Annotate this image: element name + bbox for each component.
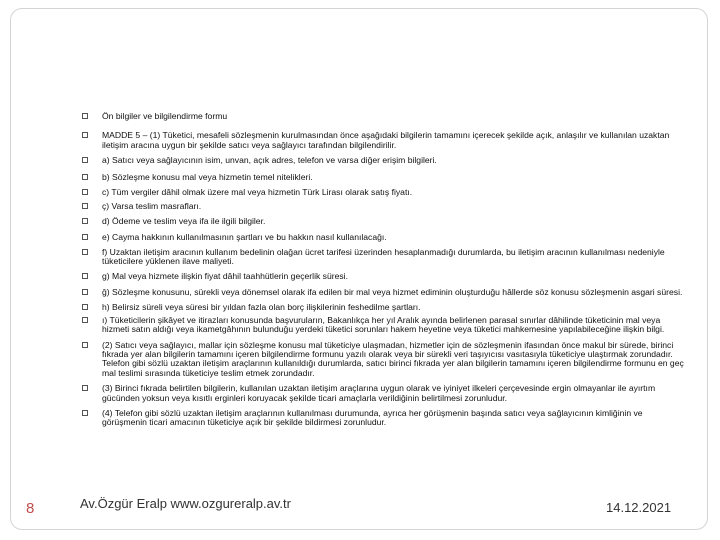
checkbox-bullet-icon bbox=[82, 157, 88, 163]
checkbox-bullet-icon bbox=[82, 189, 88, 195]
checkbox-bullet-icon bbox=[82, 410, 88, 416]
list-item bbox=[82, 188, 687, 197]
list-item bbox=[82, 384, 687, 403]
list-item-text: (4) Telefon gibi sözlü uzaktan iletişim araçlarının kullanılması durumunda, ayrıca her görüşmenin başında satıcı veya sağlayıcının kimliğinin ve görüşmenin ticari amacının tüketiciye açık bir şekilde bildirmesi zorunludur. bbox=[102, 407, 643, 428]
list-item-text: c) Tüm vergiler dâhil olmak üzere mal veya hizmetin Türk Lirası olarak satış fiyatı. bbox=[102, 187, 413, 198]
list-item-text: ı) Tüketicilerin şikâyet ve itirazları konusunda başvuruların, Bakanlıkça her yıl Aralık ayında belirlenen parasal sınırlar dâhilinde tüketicinin mal veya hizmeti satın aldığı veya ikametgâhının bulunduğu yerdeki tüketici sorunları hakem heyetine veya tüketici mahkemesine yapılabileceğine ilişkin bilgi. bbox=[102, 314, 665, 335]
list-item bbox=[82, 341, 687, 379]
checkbox-bullet-icon bbox=[82, 289, 88, 295]
list-item bbox=[82, 288, 687, 297]
list-item bbox=[82, 173, 687, 182]
list-item bbox=[82, 156, 687, 165]
list-item bbox=[82, 272, 687, 281]
list-item-text: Ön bilgiler ve bilgilendirme formu bbox=[102, 111, 228, 121]
list-item bbox=[82, 409, 687, 428]
list-item-text: g) Mal veya hizmete ilişkin fiyat dâhil taahhütlerin geçerlik süresi. bbox=[102, 271, 348, 282]
list-item-text: ğ) Sözleşme konusunu, sürekli veya dönemsel olarak ifa edilen bir mal veya hizmet ediminin oluşturduğu hâllerde söz konusu sözleşmenin asgari süresi. bbox=[102, 286, 683, 297]
list-item-text: h) Belirsiz süreli veya süresi bir yıldan fazla olan borç ilişkilerinin feshedilme şartları. bbox=[102, 302, 421, 313]
list-item-text: (2) Satıcı veya sağlayıcı, mallar için sözleşme konusu mal tüketiciye ulaşmadan, hizmetler için de sözleşmenin ifasından önce makul bir sürede, birinci fıkrada yer alan bilgilerin tamamını içeren bilgilendirme formunu yazılı olarak veya bir sürekli veri taşıyıcısı vasıtasıyla tüketiciye ulaştırmak zorundadır. Telefon gibi sözlü uzaktan iletişim araçlarının kullanıldığı durumlarda, satıcı birinci fıkrada yer alan bilgilerin tamamını içeren bilgilendirme formunu en geç mal teslimi sırasında tüketiciye teslim etmek zorundadır. bbox=[102, 339, 684, 378]
checkbox-bullet-icon bbox=[82, 249, 88, 255]
checkbox-bullet-icon bbox=[82, 234, 88, 240]
list-item bbox=[82, 316, 687, 335]
page-number: 8 bbox=[26, 500, 35, 517]
bullet-list bbox=[82, 112, 687, 428]
checkbox-bullet-icon bbox=[82, 304, 88, 310]
checkbox-bullet-icon bbox=[82, 218, 88, 224]
list-item-text: ç) Varsa teslim masrafları. bbox=[102, 201, 202, 212]
checkbox-bullet-icon bbox=[82, 342, 88, 348]
list-item bbox=[82, 131, 687, 150]
checkbox-bullet-icon bbox=[82, 174, 88, 180]
checkbox-bullet-icon bbox=[82, 273, 88, 279]
list-item bbox=[82, 233, 687, 242]
checkbox-bullet-icon bbox=[82, 317, 88, 323]
list-item bbox=[82, 248, 687, 267]
list-item-text: (3) Birinci fıkrada belirtilen bilgilerin, kullanılan uzaktan iletişim araçlarına uygun olarak ve iyiniyet ilkeleri çerçevesinde ergin olmayanlar ile ayırtım gücünden yoksun veya kısıtlı erginleri koruyacak şekilde ticari amaçlarla verildiğinin belirtilmesi zorunludur. bbox=[102, 383, 656, 403]
list-item bbox=[82, 303, 687, 312]
checkbox-bullet-icon bbox=[82, 113, 88, 119]
list-item-text: f) Uzaktan iletişim aracının kullanım bedelinin olağan ücret tarifesi üzerinden hesaplanmadığı durumlarda, bu iletişim aracının kullanılması nedeniyle tüketicilere yüklenen ilave maliyeti. bbox=[102, 246, 665, 267]
footer-author: Av.Özgür Eralp www.ozgureralp.av.tr bbox=[80, 496, 291, 511]
checkbox-bullet-icon bbox=[82, 203, 88, 209]
footer-date: 14.12.2021 bbox=[606, 500, 672, 515]
list-item bbox=[82, 202, 687, 211]
list-item-text: MADDE 5 – (1) Tüketici, mesafeli sözleşmenin kurulmasından önce aşağıdaki bilgilerin tamamını içerecek şekilde açık, anlaşılır ve kullanılan uzaktan iletişim aracına uygun bir şekilde satıcı veya sağlayıcı tarafından bilgilendirilir. bbox=[102, 130, 670, 150]
list-item-text: a) Satıcı veya sağlayıcının isim, unvan, açık adres, telefon ve varsa diğer erişim bilgileri. bbox=[102, 155, 437, 166]
list-item bbox=[82, 112, 687, 121]
list-item bbox=[82, 217, 687, 226]
checkbox-bullet-icon bbox=[82, 385, 88, 391]
checkbox-bullet-icon bbox=[82, 132, 88, 138]
list-item-text: e) Cayma hakkının kullanılmasının şartları ve bu hakkın nasıl kullanılacağı. bbox=[102, 232, 387, 243]
list-item-text: d) Ödeme ve teslim veya ifa ile ilgili bilgiler. bbox=[102, 215, 266, 226]
list-item-text: b) Sözleşme konusu mal veya hizmetin temel nitelikleri. bbox=[102, 171, 313, 182]
